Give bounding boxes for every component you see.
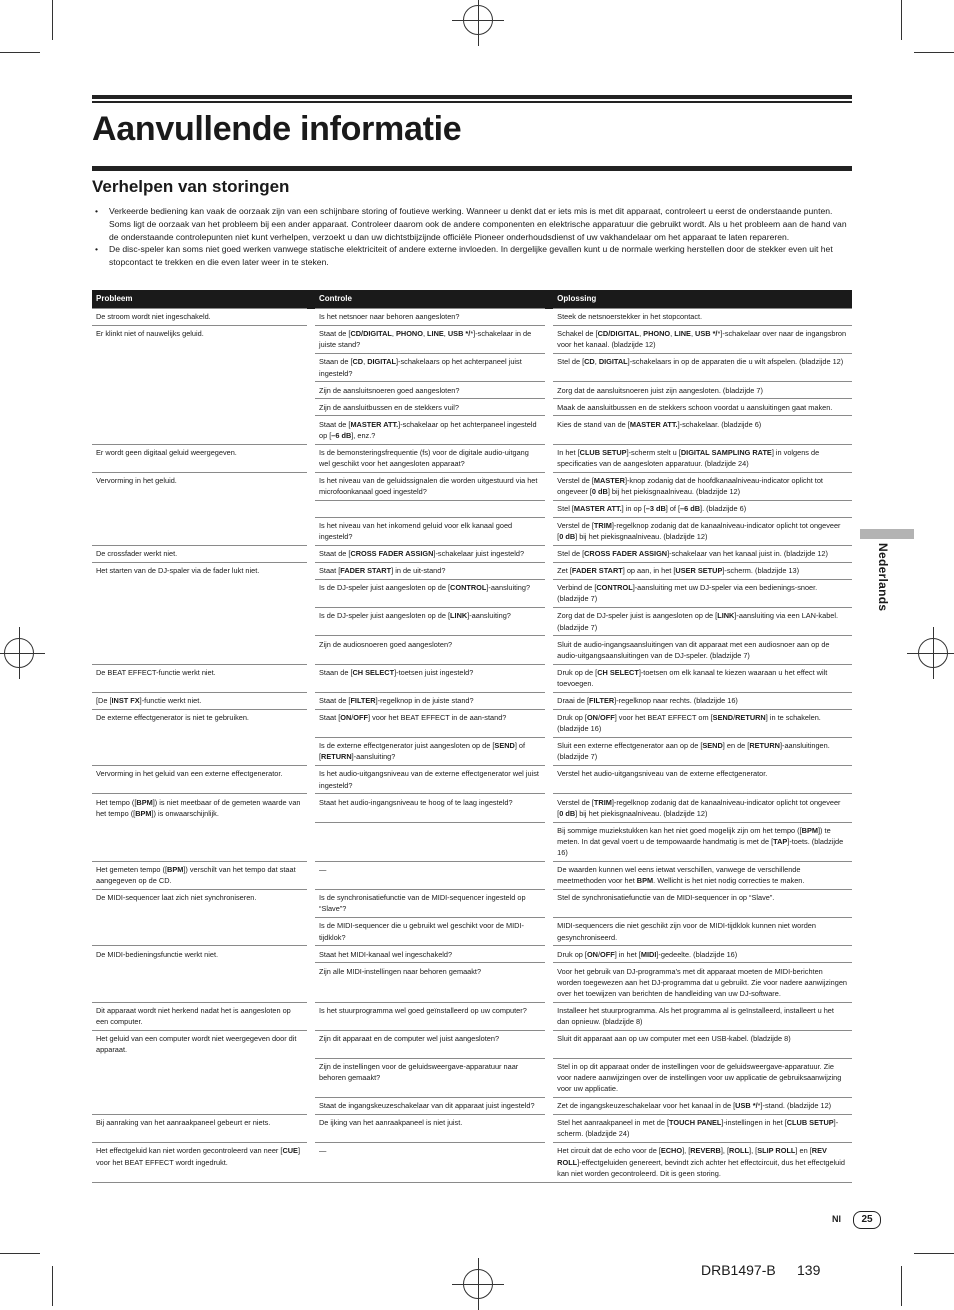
problem-cell: Vervorming in het geluid.	[92, 472, 307, 500]
check-cell: Staat de ingangskeuzeschakelaar van dit apparaat juist ingesteld?	[315, 1098, 545, 1115]
check-cell: Is de externe effectgenerator juist aangesloten op de [SEND] of [RETURN]-aansluiting?	[315, 737, 545, 765]
table-row	[92, 325, 852, 353]
check-cell: Staan de [CD, DIGITAL]-schakelaars op het achterpaneel juist ingesteld?	[315, 354, 545, 382]
check-cell: Is het niveau van het inkomend geluid voor elk kanaal goed ingesteld?	[315, 517, 545, 545]
check-cell: Staat [FADER START] in de uit-stand?	[315, 563, 545, 580]
problem-cell	[92, 416, 307, 444]
table-row	[92, 399, 852, 416]
solution-cell: Installeer het stuurprogramma. Als het programma al is geïnstalleerd, installeert u het dan opnieuw. (bladzijde 8)	[553, 1002, 852, 1030]
solution-cell: Bij sommige muziekstukken kan het niet goed mogelijk zijn om het tempo ([BPM]) te meten. In dat geval voert u de tempowaarde handmatig is met de [TAP]-toets. (bladzijde 16)	[553, 822, 852, 861]
solution-cell: Stel [MASTER ATT.] in op [–3 dB] of [–6 dB]. (bladzijde 6)	[553, 500, 852, 517]
table-row	[92, 354, 852, 382]
registration-mark	[463, 5, 493, 35]
table-row	[92, 1143, 852, 1182]
table-header-row	[92, 290, 852, 309]
problem-cell	[92, 608, 307, 636]
crop-mark	[52, 0, 53, 40]
table-row	[92, 636, 852, 664]
problem-cell	[92, 399, 307, 416]
check-cell: —	[315, 1143, 545, 1182]
solution-cell: Sluit een externe effectgenerator aan op de [SEND] en de [RETURN]-aansluitingen. (bladzijde 7)	[553, 737, 852, 765]
table-row	[92, 918, 852, 946]
solution-cell: In het [CLUB SETUP]-scherm stelt u [DIGITAL SAMPLING RATE] in volgens de specificaties van de aangesloten apparatuur. (bladzijde 24)	[553, 444, 852, 472]
table-row	[92, 608, 852, 636]
table-row	[92, 692, 852, 709]
problem-cell: Vervorming in het geluid van een externe effectgenerator.	[92, 766, 307, 794]
problem-cell: De crossfader werkt niet.	[92, 546, 307, 563]
document-code: DRB1497-B	[701, 1262, 776, 1278]
header-check: Controle	[315, 290, 545, 309]
header-rule-thin	[92, 101, 852, 103]
table-row	[92, 472, 852, 500]
language-tab-marker	[860, 529, 914, 539]
crop-mark	[0, 1253, 40, 1254]
table-row	[92, 309, 852, 326]
footer-language: Nl	[832, 1214, 841, 1224]
problem-cell: Dit apparaat wordt niet herkend nadat het is aangesloten op een computer.	[92, 1002, 307, 1030]
problem-cell: Er wordt geen digitaal geluid weergegeven.	[92, 444, 307, 472]
registration-mark	[4, 638, 34, 668]
check-cell: Staat de [CROSS FADER ASSIGN]-schakelaar juist ingesteld?	[315, 546, 545, 563]
table-row	[92, 416, 852, 444]
table-row	[92, 822, 852, 861]
table-row	[92, 890, 852, 918]
solution-cell: Verbind de [CONTROL]-aansluiting met uw DJ-speler via een bedienings-snoer. (bladzijde 7)	[553, 580, 852, 608]
solution-cell: Schakel de [CD/DIGITAL, PHONO, LINE, USB */*]-schakelaar over naar de ingangsbron voor het kanaal. (bladzijde 12)	[553, 325, 852, 353]
intro-item: • Verkeerde bediening kan vaak de oorzaak zijn van een schijnbare storing of foutieve werking. Wanneer u denkt dat er iets mis is met dit apparaat, controleert u eerst de onderstaande punten. Soms ligt de oorzaak van het probleem bij een ander apparaat. Controleer daarom ook de andere componenten en elektrische apparatuur die gebruikt wordt. Als u het probleem aan de hand van de onderstaande controlepunten niet kunt verhelpen, verzoekt u dan uw dichtstbijzijnde officiële Pioneer onderhoudsdienst of uw vakhandelaar om het apparaat te laten repareren.	[92, 205, 852, 243]
solution-cell: Verstel het audio-uitgangsniveau van de externe effectgenerator.	[553, 766, 852, 794]
check-cell: Is het audio-uitgangsniveau van de externe effectgenerator wel juist ingesteld?	[315, 766, 545, 794]
page-number: 25	[853, 1211, 881, 1229]
check-cell: Is het netsnoer naar behoren aangesloten?	[315, 309, 545, 326]
solution-cell: Zorg dat de aansluitsnoeren juist zijn aangesloten. (bladzijde 7)	[553, 382, 852, 399]
check-cell: Is de MIDI-sequencer die u gebruikt wel geschikt voor de MIDI-tijdklok?	[315, 918, 545, 946]
table-row	[92, 580, 852, 608]
problem-cell: Het geluid van een computer wordt niet weergegeven door dit apparaat.	[92, 1031, 307, 1059]
solution-cell: Zorg dat de DJ-speler juist is aangesloten op de [LINK]-aansluiting via een LAN-kabel. (bladzijde 7)	[553, 608, 852, 636]
solution-cell: Druk op [ON/OFF] voor het BEAT EFFECT om [SEND/RETURN] in te schakelen. (bladzijde 16)	[553, 709, 852, 737]
check-cell: Is de DJ-speler juist aangesloten op de [LINK]-aansluiting?	[315, 608, 545, 636]
check-cell: Zijn dit apparaat en de computer wel juist aangesloten?	[315, 1031, 545, 1059]
table-row	[92, 709, 852, 737]
crop-mark	[914, 52, 954, 53]
problem-cell: Het gemeten tempo ([BPM]) verschilt van het tempo dat staat aangegeven op de CD.	[92, 861, 307, 889]
solution-cell: Zet [FADER START] op aan, in het [USER SETUP]-scherm. (bladzijde 13)	[553, 563, 852, 580]
problem-cell: De stroom wordt niet ingeschakeld.	[92, 309, 307, 326]
solution-cell: Stel de synchronisatiefunctie van de MIDI-sequencer in op “Slave”.	[553, 890, 852, 918]
problem-cell	[92, 822, 307, 861]
table-row	[92, 500, 852, 517]
title-rule	[92, 166, 852, 171]
problem-cell: Bij aanraking van het aanraakpaneel gebeurt er niets.	[92, 1115, 307, 1143]
table-row	[92, 517, 852, 545]
problem-cell: Het tempo ([BPM]) is niet meetbaar of de gemeten waarde van het tempo ([BPM]) is onwaarschijnlijk.	[92, 794, 307, 822]
solution-cell: De waarden kunnen wel eens ietwat verschillen, vanwege de verschillende meetmethoden voor het BPM. Wellicht is het niet nodig correcties te maken.	[553, 861, 852, 889]
problem-cell	[92, 517, 307, 545]
problem-cell	[92, 918, 307, 946]
problem-cell	[92, 1098, 307, 1115]
problem-cell	[92, 354, 307, 382]
table-row	[92, 737, 852, 765]
problem-cell: Het effectgeluid kan niet worden gecontroleerd van neer [CUE] voor het BEAT EFFECT wordt ingedrukt.	[92, 1143, 307, 1182]
table-row	[92, 563, 852, 580]
table-row	[92, 382, 852, 399]
crop-mark	[0, 52, 40, 53]
check-cell	[315, 500, 545, 517]
table-row	[92, 546, 852, 563]
table-row	[92, 963, 852, 1002]
check-cell: Staan de [CH SELECT]-toetsen juist ingesteld?	[315, 664, 545, 692]
registration-mark	[918, 638, 948, 668]
table-row	[92, 1002, 852, 1030]
solution-cell: Stel de [CROSS FADER ASSIGN]-schakelaar van het kanaal juist in. (bladzijde 12)	[553, 546, 852, 563]
check-cell: De ijking van het aanraakpaneel is niet juist.	[315, 1115, 545, 1143]
check-cell: Is het niveau van de geluidssignalen die worden uitgestuurd via het microfoonkanaal goed ingesteld?	[315, 472, 545, 500]
solution-cell: Verstel de [MASTER]-knop zodanig dat de hoofdkanaalniveau-indicator oplicht tot ongeveer [0 dB] bij het piekisgnaalniveau. (bladzijde 12)	[553, 472, 852, 500]
solution-cell: Zet de ingangskeuzeschakelaar voor het kanaal in de [USB */*]-stand. (bladzijde 12)	[553, 1098, 852, 1115]
solution-cell: Sluit dit apparaat aan op uw computer met een USB-kabel. (bladzijde 8)	[553, 1031, 852, 1059]
check-cell	[315, 822, 545, 861]
table-row	[92, 766, 852, 794]
check-cell: Is het stuurprogramma wel goed geïnstalleerd op uw computer?	[315, 1002, 545, 1030]
solution-cell: Steek de netsnoerstekker in het stopcontact.	[553, 309, 852, 326]
check-cell: Staat het MIDI-kanaal wel ingeschakeld?	[315, 946, 545, 963]
document-number: 139	[797, 1262, 821, 1278]
check-cell: Is de bemonsteringsfrequentie (fs) voor de digitale audio-uitgang wel geschikt voor het aangesloten apparaat?	[315, 444, 545, 472]
table-row	[92, 794, 852, 822]
check-cell: Is de synchronisatiefunctie van de MIDI-sequencer ingesteld op “Slave”?	[315, 890, 545, 918]
table-row	[92, 861, 852, 889]
problem-cell: De BEAT EFFECT-functie werkt niet.	[92, 664, 307, 692]
solution-cell: Verstel de [TRIM]-regelknop zodanig dat de kanaalniveau-indicator oplicht tot ongeveer [0 dB] bij het piekisgnaalniveau. (bladzijde 12)	[553, 517, 852, 545]
registration-mark	[463, 1269, 493, 1299]
crop-mark	[901, 1266, 902, 1306]
table-row	[92, 1058, 852, 1097]
check-cell: Zijn de aansluitsnoeren goed aangesloten?	[315, 382, 545, 399]
table-row	[92, 444, 852, 472]
solution-cell: Druk op [ON/OFF] in het [MIDI]-gedeelte. (bladzijde 16)	[553, 946, 852, 963]
solution-cell: Stel het aanraakpaneel in met de [TOUCH PANEL]-instellingen in het [CLUB SETUP]-scherm. (bladzijde 24)	[553, 1115, 852, 1143]
solution-cell: Het circuit dat de echo voor de [ECHO], [REVERB], [ROLL], [SLIP ROLL] en [REV ROLL]-effectgeluiden genereert, bevindt zich achter het effectcircuit, dus het effectgeluid kan niet worden gecontroleerd. Dit is geen storing.	[553, 1143, 852, 1182]
check-cell: Zijn alle MIDI-instellingen naar behoren gemaakt?	[315, 963, 545, 1002]
problem-cell: De externe effectgenerator is niet te gebruiken.	[92, 709, 307, 737]
problem-cell: Het starten van de DJ-spaler via de fader lukt niet.	[92, 563, 307, 580]
check-cell: Staat de [CD/DIGITAL, PHONO, LINE, USB */*]-schakelaar in de juiste stand?	[315, 325, 545, 353]
problem-cell	[92, 1058, 307, 1097]
check-cell: Staat [ON/OFF] voor het BEAT EFFECT in de aan-stand?	[315, 709, 545, 737]
solution-cell: Stel de [CD, DIGITAL]-schakelaars in op de apparaten die u wilt afspelen. (bladzijde 12)	[553, 354, 852, 382]
troubleshooting-table	[92, 290, 852, 1183]
solution-cell: Verstel de [TRIM]-regelknop zodanig dat de kanaalniveau-indicator oplicht tot ongeveer [0 dB] bij het piekisgnaalniveau. (bladzijde 12)	[553, 794, 852, 822]
solution-cell: Kies de stand van de [MASTER ATT.]-schakelaar. (bladzijde 6)	[553, 416, 852, 444]
header-solution: Oplossing	[553, 290, 852, 309]
table-row	[92, 1031, 852, 1059]
header-rule	[92, 95, 852, 99]
problem-cell	[92, 500, 307, 517]
check-cell: Zijn de aansluitbussen en de stekkers vuil?	[315, 399, 545, 416]
table-row	[92, 946, 852, 963]
problem-cell: De MIDI-sequencer laat zich niet synchroniseren.	[92, 890, 307, 918]
solution-cell: Voor het gebruik van DJ-programma’s met dit apparaat moeten de MIDI-berichten worden toegewezen aan het DJ-programma dat u gebruikt. Zie voor nadere aanwijzingen over het toewijzen van berichten de handleiding van uw DJ-software.	[553, 963, 852, 1002]
language-side-label: Nederlands	[876, 543, 890, 612]
crop-mark	[901, 0, 902, 40]
problem-cell	[92, 580, 307, 608]
table-row	[92, 664, 852, 692]
check-cell: Zijn de audiosnoeren goed aangesloten?	[315, 636, 545, 664]
check-cell: Staat de [MASTER ATT.]-schakelaar op het achterpaneel ingesteld op [–6 dB], enz.?	[315, 416, 545, 444]
problem-cell: De MIDI-bedieningsfunctie werkt niet.	[92, 946, 307, 963]
problem-cell: Er klinkt niet of nauwelijks geluid.	[92, 325, 307, 353]
problem-cell: [De [INST FX]-functie werkt niet.	[92, 692, 307, 709]
solution-cell: Sluit de audio-ingangsaansluitingen van dit apparaat met een audiosnoer aan op de audio-uitgangsaansluitingen van de DJ-speler. (bladzijde 7)	[553, 636, 852, 664]
problem-cell	[92, 963, 307, 1002]
header-problem: Probleem	[92, 290, 307, 309]
solution-cell: Stel in op dit apparaat onder de instellingen voor de geluidsweergave-apparatuur. Zie voor nadere aanwijzingen over de instellingen voor uw applicatie de gebruiksaanwijzing voor uw applicatie.	[553, 1058, 852, 1097]
table-row	[92, 1115, 852, 1143]
crop-mark	[52, 1266, 53, 1306]
problem-cell	[92, 636, 307, 664]
problem-cell	[92, 737, 307, 765]
solution-cell: MIDI-sequencers die niet geschikt zijn voor de MIDI-tijdklok kunnen niet worden gesynchroniseerd.	[553, 918, 852, 946]
intro-item: • De disc-speler kan soms niet goed werken vanwege statische elektriciteit of andere externe invloeden. In dergelijke gevallen kunt u de normale werking herstellen door de stekker even uit het stopcontact te trekken en die even later weer in te steken.	[92, 243, 852, 269]
page-title: Aanvullende informatie	[92, 110, 462, 148]
solution-cell: Druk op de [CH SELECT]-toetsen om elk kanaal te kiezen waaraan u het effect wilt toevoegen.	[553, 664, 852, 692]
check-cell: Is de DJ-speler juist aangesloten op de [CONTROL]-aansluiting?	[315, 580, 545, 608]
section-title: Verhelpen van storingen	[92, 177, 290, 196]
table-row	[92, 1098, 852, 1115]
solution-cell: Draai de [FILTER]-regelknop naar rechts. (bladzijde 16)	[553, 692, 852, 709]
check-cell: —	[315, 861, 545, 889]
problem-cell	[92, 382, 307, 399]
solution-cell: Maak de aansluitbussen en de stekkers schoon voordat u aansluitingen gaat maken.	[553, 399, 852, 416]
check-cell: Zijn de instellingen voor de geluidsweergave-apparatuur naar behoren gemaakt?	[315, 1058, 545, 1097]
intro-list	[92, 205, 852, 269]
check-cell: Staat de [FILTER]-regelknop in de juiste stand?	[315, 692, 545, 709]
crop-mark	[914, 1253, 954, 1254]
check-cell: Staat het audio-ingangsniveau te hoog of te laag ingesteld?	[315, 794, 545, 822]
